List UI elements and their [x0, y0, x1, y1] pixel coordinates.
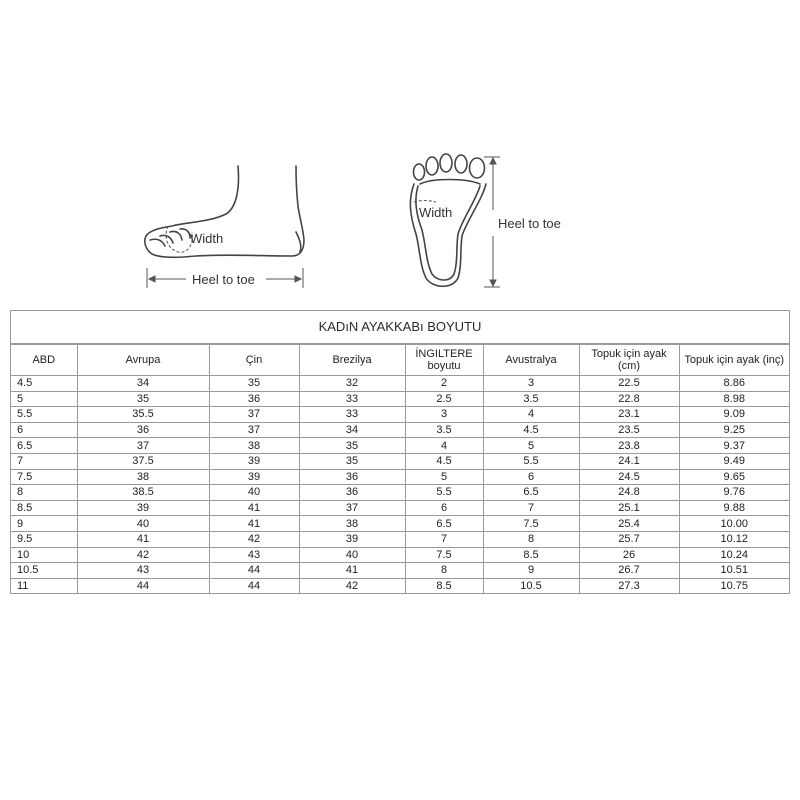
table-cell: 42 — [209, 531, 299, 547]
table-cell: 10 — [11, 547, 77, 563]
table-cell: 3.5 — [483, 391, 579, 407]
table-cell: 6.5 — [11, 438, 77, 454]
table-cell: 43 — [209, 547, 299, 563]
table-cell: 6 — [483, 469, 579, 485]
column-header — [11, 345, 77, 376]
table-cell: 6 — [11, 422, 77, 438]
table-cell: 4.5 — [11, 376, 77, 392]
table-cell: 43 — [77, 563, 209, 579]
table-cell: 33 — [299, 407, 405, 423]
table-cell: 11 — [11, 578, 77, 593]
table-cell: 10.5 — [483, 578, 579, 593]
table-cell: 24.5 — [579, 469, 679, 485]
table-cell: 8 — [11, 485, 77, 501]
table-row — [11, 469, 789, 485]
table-cell: 41 — [209, 500, 299, 516]
table-cell: 35 — [209, 376, 299, 392]
table-cell: 7.5 — [405, 547, 483, 563]
column-header-label: Topuk için ayak (inç) — [684, 354, 785, 366]
table-cell: 37.5 — [77, 453, 209, 469]
table-cell: 36 — [77, 422, 209, 438]
table-cell: 39 — [209, 453, 299, 469]
table-row — [11, 453, 789, 469]
table-cell: 8.86 — [679, 376, 789, 392]
table-cell: 9.65 — [679, 469, 789, 485]
foot-diagram-svg — [0, 0, 800, 300]
table-cell: 3 — [405, 407, 483, 423]
table-cell: 10.00 — [679, 516, 789, 532]
table-cell: 26 — [579, 547, 679, 563]
table-cell: 10.24 — [679, 547, 789, 563]
table-row — [11, 438, 789, 454]
table-cell: 38 — [299, 516, 405, 532]
table-cell: 38 — [209, 438, 299, 454]
table-cell: 5.5 — [483, 453, 579, 469]
table-cell: 25.1 — [579, 500, 679, 516]
column-header-label: İNGILTERE — [415, 348, 473, 360]
side-width-label: Width — [190, 231, 224, 246]
table-row — [11, 376, 789, 392]
table-cell: 44 — [209, 578, 299, 593]
column-header-label: ABD — [32, 354, 56, 366]
table-cell: 38 — [77, 469, 209, 485]
table-cell: 4.5 — [405, 453, 483, 469]
table-cell: 5 — [405, 469, 483, 485]
table-cell: 44 — [209, 563, 299, 579]
table-cell: 22.5 — [579, 376, 679, 392]
table-cell: 10.51 — [679, 563, 789, 579]
table-cell: 37 — [209, 407, 299, 423]
table-cell: 23.8 — [579, 438, 679, 454]
table-cell: 8.5 — [405, 578, 483, 593]
table-cell: 10.75 — [679, 578, 789, 593]
table-cell: 23.1 — [579, 407, 679, 423]
column-header — [405, 345, 483, 376]
table-cell: 5 — [483, 438, 579, 454]
table-cell: 10.12 — [679, 531, 789, 547]
table-cell: 25.7 — [579, 531, 679, 547]
table-cell: 44 — [77, 578, 209, 593]
table-cell: 36 — [299, 485, 405, 501]
table-cell: 40 — [77, 516, 209, 532]
table-cell: 34 — [77, 376, 209, 392]
table-cell: 8 — [483, 531, 579, 547]
table-cell: 9.09 — [679, 407, 789, 423]
sole-width-label: Width — [419, 205, 453, 220]
table-cell: 6.5 — [405, 516, 483, 532]
table-cell: 24.8 — [579, 485, 679, 501]
table-cell: 42 — [299, 578, 405, 593]
side-heel-to-toe-label: Heel to toe — [192, 272, 255, 287]
sole-width-measure-line — [414, 201, 436, 203]
table-cell: 9.37 — [679, 438, 789, 454]
table-cell: 35 — [299, 453, 405, 469]
table-cell: 8.98 — [679, 391, 789, 407]
table-row — [11, 422, 789, 438]
column-header-sublabel: boyutu — [427, 360, 461, 372]
table-cell: 3 — [483, 376, 579, 392]
table-cell: 5.5 — [405, 485, 483, 501]
table-cell: 9.76 — [679, 485, 789, 501]
table-cell: 5 — [11, 391, 77, 407]
table-cell: 39 — [299, 531, 405, 547]
side-foot-illustration — [145, 166, 304, 257]
column-header-sublabel: (cm) — [618, 360, 640, 372]
size-table — [11, 344, 789, 593]
table-cell: 39 — [209, 469, 299, 485]
column-header-label: Brezilya — [332, 354, 372, 366]
table-cell: 37 — [77, 438, 209, 454]
table-cell: 36 — [299, 469, 405, 485]
table-row — [11, 563, 789, 579]
table-cell: 7 — [11, 453, 77, 469]
sole-foot-illustration — [410, 154, 486, 286]
table-cell: 33 — [299, 391, 405, 407]
table-cell: 4 — [483, 407, 579, 423]
table-row — [11, 485, 789, 501]
table-cell: 26.7 — [579, 563, 679, 579]
table-cell: 37 — [209, 422, 299, 438]
table-cell: 9.25 — [679, 422, 789, 438]
table-row — [11, 407, 789, 423]
table-cell: 27.3 — [579, 578, 679, 593]
table-row — [11, 500, 789, 516]
table-cell: 38.5 — [77, 485, 209, 501]
table-cell: 34 — [299, 422, 405, 438]
table-cell: 6 — [405, 500, 483, 516]
table-cell: 7 — [405, 531, 483, 547]
column-header — [299, 345, 405, 376]
table-cell: 5.5 — [11, 407, 77, 423]
column-header-label: Avrupa — [125, 354, 161, 366]
table-cell: 25.4 — [579, 516, 679, 532]
table-cell: 7.5 — [483, 516, 579, 532]
table-cell: 8 — [405, 563, 483, 579]
table-cell: 24.1 — [579, 453, 679, 469]
column-header — [77, 345, 209, 376]
table-cell: 8.5 — [483, 547, 579, 563]
table-cell: 36 — [209, 391, 299, 407]
table-cell: 9.88 — [679, 500, 789, 516]
table-cell: 10.5 — [11, 563, 77, 579]
table-cell: 35 — [299, 438, 405, 454]
table-cell: 42 — [77, 547, 209, 563]
foot-measurement-diagrams — [0, 0, 800, 300]
table-cell: 6.5 — [483, 485, 579, 501]
table-cell: 8.5 — [11, 500, 77, 516]
sole-heel-to-toe-label: Heel to toe — [498, 216, 561, 231]
table-row — [11, 578, 789, 593]
table-row — [11, 531, 789, 547]
table-cell: 4 — [405, 438, 483, 454]
table-row — [11, 516, 789, 532]
table-cell: 9 — [11, 516, 77, 532]
column-header-label: Topuk için ayak — [591, 348, 667, 360]
table-cell: 41 — [77, 531, 209, 547]
column-header — [579, 345, 679, 376]
table-cell: 41 — [299, 563, 405, 579]
table-row — [11, 391, 789, 407]
column-header — [209, 345, 299, 376]
table-body — [11, 376, 789, 594]
table-cell: 22.8 — [579, 391, 679, 407]
table-cell: 9 — [483, 563, 579, 579]
table-cell: 41 — [209, 516, 299, 532]
table-cell: 7.5 — [11, 469, 77, 485]
table-cell: 4.5 — [483, 422, 579, 438]
table-cell: 2 — [405, 376, 483, 392]
table-cell: 39 — [77, 500, 209, 516]
table-header-row — [11, 345, 789, 376]
table-cell: 2.5 — [405, 391, 483, 407]
table-cell: 35 — [77, 391, 209, 407]
column-header — [483, 345, 579, 376]
size-chart — [10, 310, 790, 594]
table-cell: 35.5 — [77, 407, 209, 423]
size-chart-title: KADıN AYAKKABı BOYUTU — [11, 311, 789, 344]
table-cell: 40 — [299, 547, 405, 563]
column-header-label: Avustralya — [505, 354, 557, 366]
table-cell: 7 — [483, 500, 579, 516]
table-cell: 40 — [209, 485, 299, 501]
table-cell: 37 — [299, 500, 405, 516]
table-cell: 23.5 — [579, 422, 679, 438]
table-cell: 9.5 — [11, 531, 77, 547]
table-row — [11, 547, 789, 563]
column-header-label: Çin — [245, 354, 263, 366]
table-cell: 3.5 — [405, 422, 483, 438]
column-header — [679, 345, 789, 376]
table-cell: 9.49 — [679, 453, 789, 469]
table-cell: 32 — [299, 376, 405, 392]
